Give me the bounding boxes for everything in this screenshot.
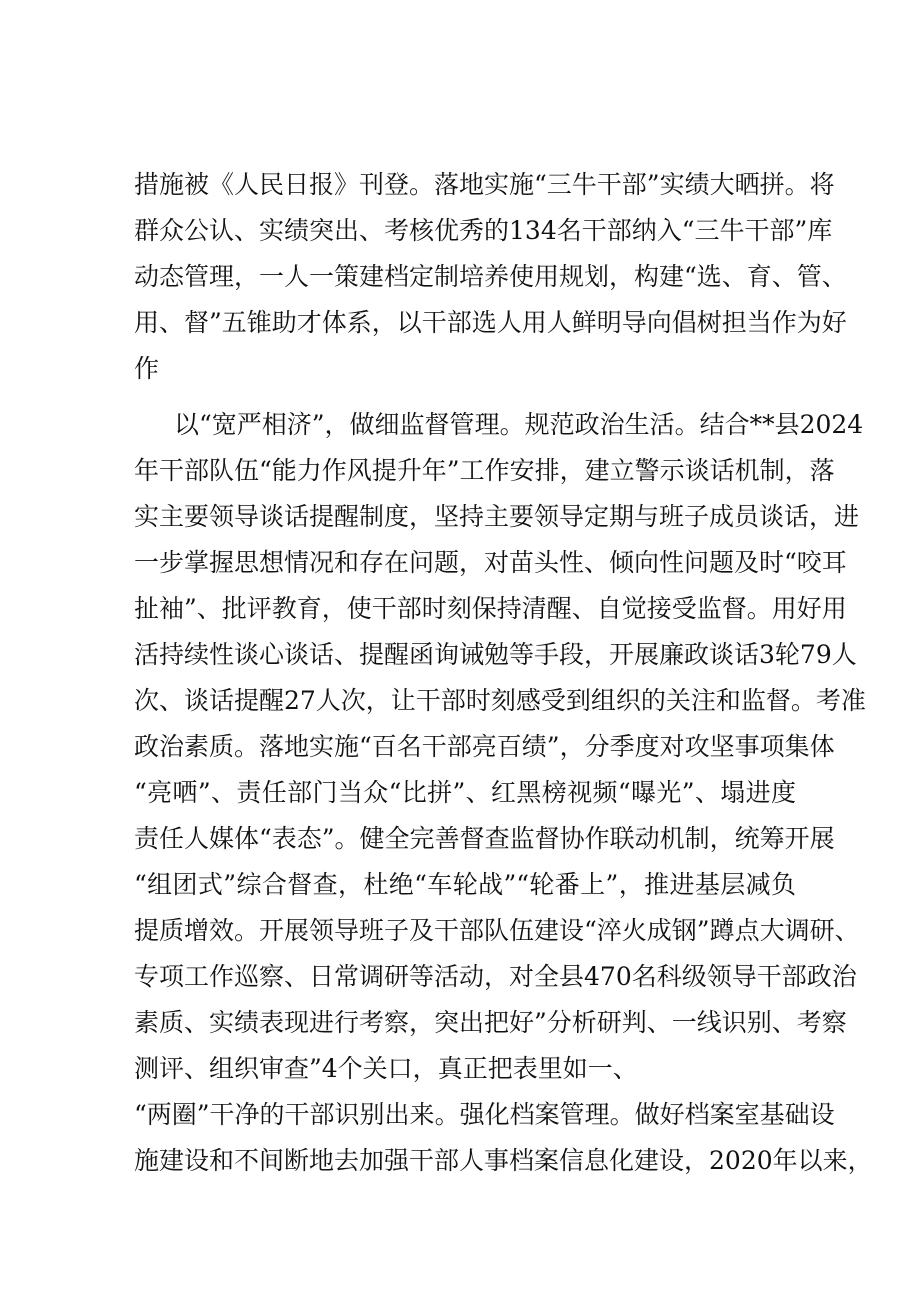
text-line: 专项工作巡察、日常调研等活动，对全县470名科级领导干部政治	[134, 962, 857, 991]
text-line: “两圈”干净的干部识别出来。强化档案管理。做好档案室基础设	[134, 1100, 835, 1129]
text-line: 动态管理，一人一策建档定制培养使用规划，构建“选、育、管、	[134, 262, 847, 291]
text-line: 一步掌握思想情况和存在问题，对苗头性、倾向性问题及时“咬耳	[134, 548, 847, 577]
document-body	[134, 162, 873, 1184]
text-line: 扯袖”、批评教育，使干部时刻保持清醒、自觉接受监督。用好用	[134, 594, 847, 623]
text-line: 测评、组织审查”4个关口，真正把表里如一、	[134, 1054, 638, 1083]
text-line: 政治素质。落地实施“百名干部亮百绩”，分季度对攻坚事项集体	[134, 732, 835, 761]
text-line: 施建设和不间断地去加强干部人事档案信息化建设，2020年以来，	[134, 1146, 873, 1175]
text-line: 素质、实绩表现进行考察，突出把好”分析研判、一线识别、考察	[134, 1008, 847, 1037]
paragraph-spacer	[134, 392, 796, 402]
text-line: “组团式”综合督查，杜绝“车轮战”“轮番上”，推进基层减负	[134, 870, 796, 899]
text-line: 实主要领导谈话提醒制度，坚持主要领导定期与班子成员谈话，进	[134, 502, 860, 531]
text-line: 措施被《人民日报》刊登。落地实施“三牛干部”实绩大晒拼。将	[134, 170, 835, 199]
paragraph-1	[134, 162, 847, 392]
text-line: 年干部队伍“能力作风提升年”工作安排，建立警示谈话机制，落	[134, 456, 835, 485]
text-line: 以“宽严相济”，做细监督管理。规范政治生活。结合**县2024	[174, 410, 864, 439]
paragraph-2	[134, 402, 873, 1184]
text-line: 提质增效。开展领导班子及干部队伍建设“淬火成钢”蹲点大调研、	[134, 916, 860, 945]
text-line: 责任人媒体“表态”。健全完善督查监督协作联动机制，统筹开展	[134, 824, 835, 853]
text-line: 作	[134, 354, 160, 383]
text-line: 用、督”五锥助才体系，以干部选人用人鲜明导向倡树担当作为好	[134, 308, 847, 337]
text-line: 活持续性谈心谈话、提醒函询诫勉等手段，开展廉政谈话3轮79人	[134, 640, 857, 669]
text-line: “亮哂”、责任部门当众“比拼”、红黑榜视频“曝光”、塌进度	[134, 778, 796, 807]
text-line: 次、谈话提醒27人次，让干部时刻感受到组织的关注和监督。考准	[134, 686, 866, 715]
text-line: 群众公认、实绩突出、考核优秀的134名干部纳入“三牛干部”库	[134, 216, 833, 245]
